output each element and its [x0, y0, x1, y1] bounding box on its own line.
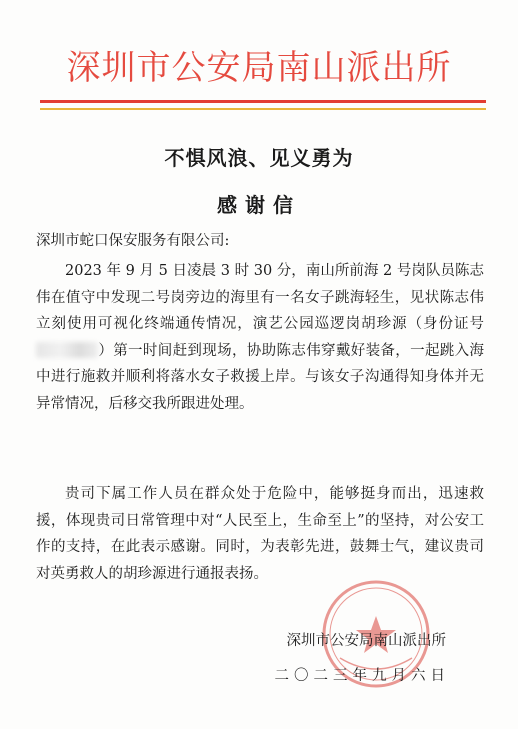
paragraph-1-part-b: ）第一时间赶到现场，协助陈志伟穿戴好装备，一起跳入海中进行施救并顺利将落水女子救援上岸。与该女子沟通得知身体并无异常情况，后移交我所跟进处理。 [36, 342, 484, 412]
letterhead-red-rule [40, 100, 486, 103]
letterhead-gold-rule [40, 108, 486, 110]
paragraph-1-part-a: 2023 年 9 月 5 日凌晨 3 时 30 分，南山所前海 2 号岗队员陈志伟在值守中发现二号岗旁边的海里有一名女子跳海轻生，见状陈志伟立刻使用可视化终端通传情况，演艺公园巡逻岗胡珍源（身份证号 [36, 263, 484, 332]
letter-signature: 深圳市公安局南山派出所 [286, 633, 446, 649]
letter-paragraph-2: 贵司下属工作人员在群众处于危险中，能够挺身而出，迅速救援，体现贵司日常管理中对“人民至上，生命至上”的坚持，对公安工作的支持，在此表示感谢。同时，为表彰先进，鼓舞士气，建议贵司对英勇救人的胡珍源进行通报表扬。 [36, 486, 484, 582]
redacted-id-blur [36, 342, 98, 358]
letter-greeting: 深圳市蛇口保安服务有限公司: [36, 233, 230, 249]
letterhead-org-name: 深圳市公安局南山派出所 [66, 48, 452, 88]
letter-paragraph-1 [36, 258, 484, 417]
letter-subtitle: 感谢信 [217, 193, 301, 217]
letter-title: 不惧风浪、见义勇为 [164, 146, 354, 170]
letter-date: 二〇二三年九月六日 [274, 668, 450, 684]
